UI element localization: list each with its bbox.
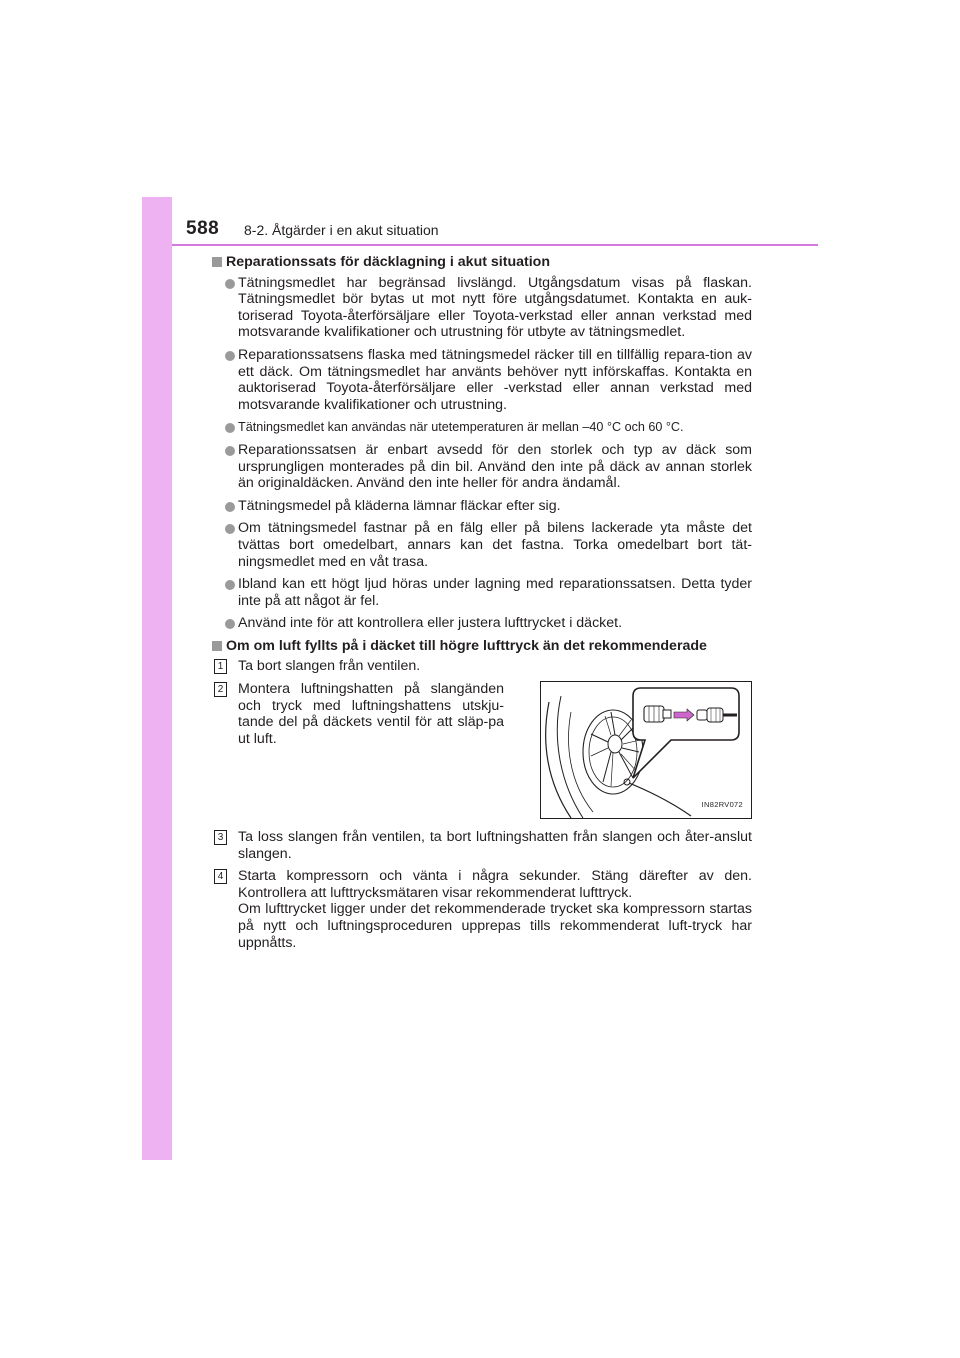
bullet-text: Ibland kan ett högt ljud höras under lagning med reparationssatsen. Detta tyder inte på att något är fel. — [238, 576, 752, 609]
side-band — [142, 197, 172, 1160]
round-bullet-icon — [225, 619, 235, 629]
illustration-tire-valve — [540, 681, 752, 819]
bullet-text: Tätningsmedel på kläderna lämnar fläckar efter sig. — [238, 497, 561, 514]
step-text: Starta kompressorn och vänta i några sekunder. Stäng därefter av den. Kontrollera att lufttrycksmätaren visar rekommenderat lufttryck. — [238, 868, 752, 901]
bullet-item — [212, 442, 752, 492]
step-number: 3 — [214, 830, 227, 845]
bullet-text: Reparationssatsen är enbart avsedd för den storlek och typ av däck som ursprungligen monterades på din bil. Använd den inte på däck av annan storlek än originaldäcken. Använd den inte heller för andra ändamål. — [238, 441, 752, 492]
section-heading-repair-kit — [212, 254, 752, 271]
bullet-text: Använd inte för att kontrollera eller justera lufttrycket i däcket. — [238, 615, 623, 632]
round-bullet-icon — [225, 279, 235, 289]
round-bullet-icon — [225, 423, 235, 433]
bullet-text: Om tätningsmedel fastnar på en fälg eller på bilens lackerade yta måste det tvättas bort omedelbart, annars kan det fastna. Torka omedelbart bort tät-ningsmedlet med en våt trasa. — [238, 520, 752, 570]
step-1 — [212, 658, 752, 675]
bullet-item — [212, 419, 752, 436]
square-bullet-icon — [212, 641, 222, 651]
step-text: Montera luftningshatten på slangänden och tryck med luftningshattens utskju-tande del på däckets ventil för att släp-pa ut luft. — [238, 681, 504, 747]
square-bullet-icon — [212, 257, 222, 267]
chapter-title: 8-2. Åtgärder i en akut situation — [244, 222, 439, 238]
step-number: 2 — [214, 682, 227, 697]
bullet-text: Tätningsmedlet har begränsad livslängd. Utgångsdatum visas på flaskan. Tätningsmedlet bör bytas ut mot nytt före utgångsdatumet. Kontakta en auk-toriserad Toyota-återförsäljare eller Toyota-verkstad eller annan verkstad med motsvarande kvalifikationer och utrustning för utbyte av tätningsmedlet. — [238, 274, 752, 341]
round-bullet-icon — [225, 502, 235, 512]
step-text-continued: Om lufttrycket ligger under det rekommenderade trycket ska kompressorn startas på nytt och luftningsproceduren upprepas tills rekommenderat luft-tryck har uppnåtts. — [238, 901, 752, 951]
step-number: 4 — [214, 869, 227, 884]
section-heading-text: Reparationssats för däcklagning i akut situation — [226, 254, 551, 270]
bullet-item — [212, 520, 752, 570]
bullet-item — [212, 576, 752, 609]
round-bullet-icon — [225, 446, 235, 456]
step-2-with-figure — [212, 681, 752, 819]
section-heading-overinflation — [212, 638, 752, 655]
header-band — [142, 197, 172, 244]
bullet-item — [212, 498, 752, 515]
bullet-text: Reparationssatsens flaska med tätningsmedel räcker till en tillfällig repara-tion av ett däck. Om tätningsmedlet har använts behöver nytt införskaffas. Kontakta en auktoriserad Toyota-återförsäljare eller -verkstad eller annan verkstad med motsvarande kvalifikationer och utrustning. — [238, 346, 752, 413]
step-text: Ta bort slangen från ventilen. — [238, 658, 421, 675]
step-3 — [212, 829, 752, 862]
page-content — [212, 254, 752, 957]
header-rule — [172, 244, 818, 246]
step-text: Ta loss slangen från ventilen, ta bort luftningshatten från slangen och åter-anslut slangen. — [238, 829, 752, 862]
section-heading-text: Om om luft fyllts på i däcket till högre lufttryck än det rekommenderade — [226, 637, 707, 654]
figure-code: IN82RV072 — [701, 800, 743, 810]
step-4 — [212, 868, 752, 951]
bullet-item — [212, 347, 752, 413]
step-number: 1 — [214, 659, 227, 674]
page-number: 588 — [186, 218, 220, 239]
round-bullet-icon — [225, 351, 235, 361]
step-2 — [212, 681, 504, 813]
bullet-item — [212, 615, 752, 632]
round-bullet-icon — [225, 580, 235, 590]
bullet-text: Tätningsmedlet kan användas när utetemperaturen är mellan –40 °C och 60 °C. — [238, 420, 684, 435]
round-bullet-icon — [225, 524, 235, 534]
bullet-item — [212, 275, 752, 341]
